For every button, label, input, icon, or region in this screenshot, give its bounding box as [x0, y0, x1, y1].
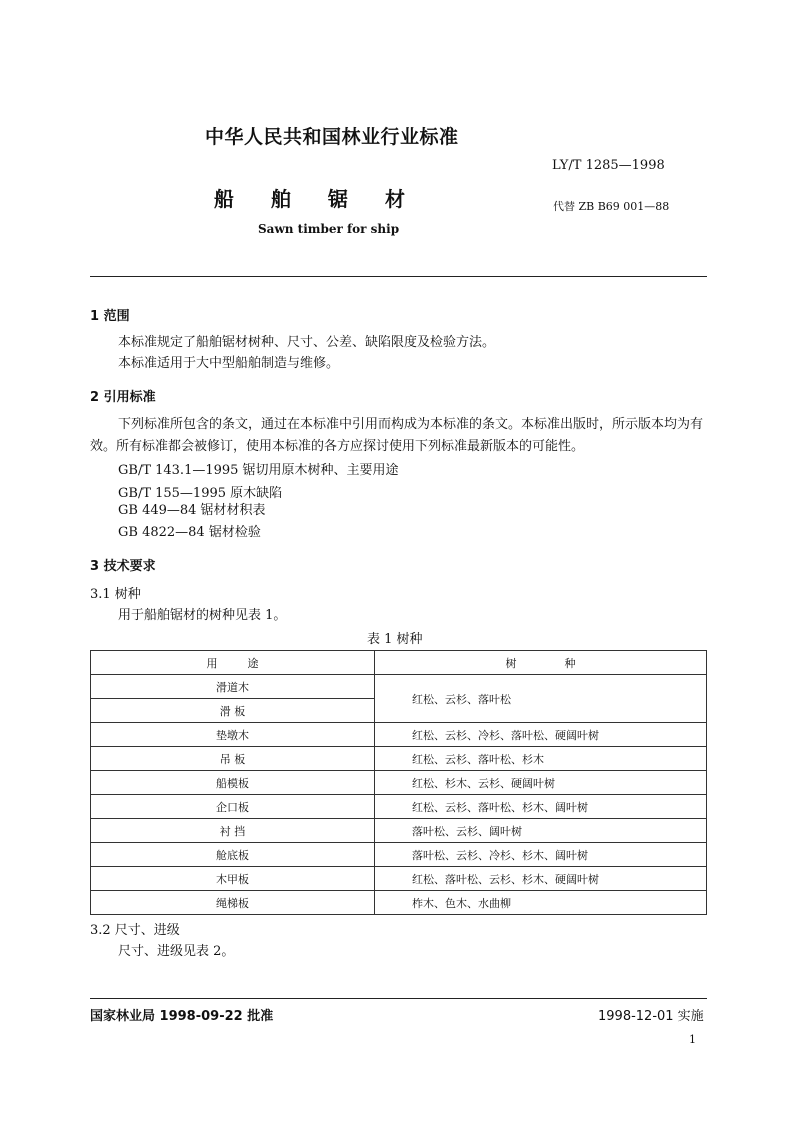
- species-table: [90, 650, 707, 915]
- standard-code: LY/T 1285—1998: [552, 158, 665, 173]
- org-title: 中华人民共和国林业行业标准: [205, 126, 459, 148]
- species-cell: 红松、云杉、落叶松、杉木: [375, 747, 707, 771]
- table-row: [91, 867, 707, 891]
- header-rule: [90, 276, 707, 277]
- species-cell: 红松、云杉、冷杉、落叶松、硬阔叶树: [375, 723, 707, 747]
- species-cell: 落叶松、云杉、冷杉、杉木、阔叶树: [375, 843, 707, 867]
- subsection-3-2-text: 尺寸、进级见表 2。: [118, 944, 235, 959]
- species-cell: 红松、落叶松、云杉、杉木、硬阔叶树: [375, 867, 707, 891]
- use-cell: 垫墩木: [91, 723, 375, 747]
- replaces-note: 代替 ZB B69 001—88: [553, 200, 670, 213]
- species-cell: 红松、云杉、落叶松: [375, 675, 707, 723]
- table-header-row: [91, 651, 707, 675]
- reference-item: GB 4822—84 锯材检验: [118, 525, 261, 540]
- english-title: Sawn timber for ship: [258, 222, 400, 236]
- use-cell: 舱底板: [91, 843, 375, 867]
- footer-rule: [90, 998, 707, 999]
- section-1-heading: 1 范围: [90, 309, 130, 324]
- implementation-date: 1998-12-01 实施: [598, 1009, 704, 1024]
- table-row: [91, 843, 707, 867]
- section-3-heading: 3 技术要求: [90, 559, 156, 574]
- species-cell: 落叶松、云杉、阔叶树: [375, 819, 707, 843]
- reference-item: GB/T 143.1—1995 锯切用原木树种、主要用途: [118, 463, 399, 478]
- page-number: 1: [689, 1033, 696, 1046]
- column-header-use: 用途: [91, 651, 375, 675]
- species-cell: 红松、云杉、落叶松、杉木、阔叶树: [375, 795, 707, 819]
- use-cell: 滑 板: [91, 699, 375, 723]
- species-cell: 柞木、色木、水曲柳: [375, 891, 707, 915]
- column-header-species: 树种: [375, 651, 707, 675]
- subsection-3-1-text: 用于船舶锯材的树种见表 1。: [118, 608, 287, 623]
- title-char: 锯: [328, 187, 348, 211]
- subsection-3-2-heading: 3.2 尺寸、进级: [90, 923, 180, 938]
- table-row: [91, 891, 707, 915]
- species-cell: 红松、杉木、云杉、硬阔叶树: [375, 771, 707, 795]
- title-char: 船: [214, 187, 234, 211]
- table-row: [91, 723, 707, 747]
- use-cell: 船模板: [91, 771, 375, 795]
- use-cell: 衬 挡: [91, 819, 375, 843]
- use-cell: 滑道木: [91, 675, 375, 699]
- subsection-3-1-heading: 3.1 树种: [90, 587, 141, 602]
- section-2-paragraph: 下列标准所包含的条文，通过在本标准中引用而构成为本标准的条文。本标准出版时，所示版本均为有效。所有标准都会被修订，使用本标准的各方应探讨使用下列标准最新版本的可能性。: [90, 417, 704, 454]
- table-row: [91, 747, 707, 771]
- use-cell: 绳梯板: [91, 891, 375, 915]
- title-char: 舶: [271, 187, 291, 211]
- reference-item: GB/T 155—1995 原木缺陷: [118, 486, 283, 501]
- section-1-line: 本标准适用于大中型船舶制造与维修。: [118, 356, 340, 371]
- use-cell: 吊 板: [91, 747, 375, 771]
- table-row: [91, 675, 707, 699]
- section-1-line: 本标准规定了船舶锯材树种、尺寸、公差、缺陷限度及检验方法。: [118, 335, 496, 350]
- use-cell: 企口板: [91, 795, 375, 819]
- approval-date: 国家林业局 1998-09-22 批准: [90, 1009, 274, 1024]
- document-title: [214, 183, 442, 212]
- table-caption: 表 1 树种: [367, 632, 423, 647]
- table-row: [91, 819, 707, 843]
- reference-item: GB 449—84 锯材材积表: [118, 503, 266, 518]
- table-row: [91, 771, 707, 795]
- use-cell: 木甲板: [91, 867, 375, 891]
- table-row: [91, 795, 707, 819]
- section-2-heading: 2 引用标准: [90, 390, 156, 405]
- title-char: 材: [385, 187, 405, 211]
